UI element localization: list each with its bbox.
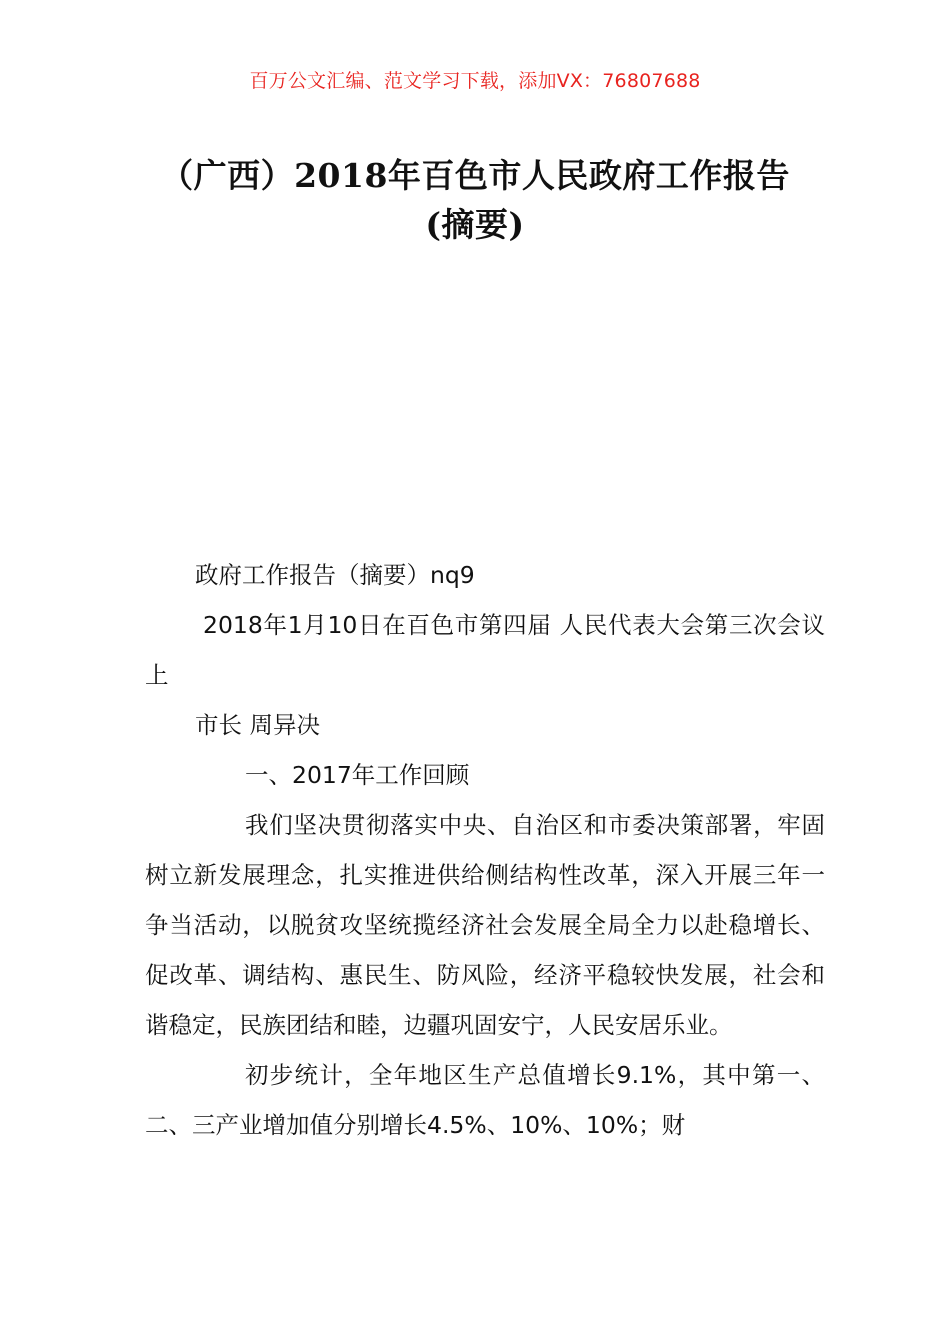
document-subtitle: (摘要) bbox=[425, 205, 525, 244]
paragraph-report-heading: 政府工作报告（摘要）nq9 bbox=[195, 561, 475, 589]
paragraph-body: 我们坚决贯彻落实中央、自治区和市委决策部署，牢固树立新发展理念，扎实推进供给侧结构性改革，深入开展三年一争当活动，以脱贫攻坚统揽经济社会发展全局全力以赴稳增长、促改革、调结构、惠民生、防风险，经济平稳较快发展，社会和谐稳定，民族团结和睦，边疆巩固安宁，人民安居乐业。 bbox=[145, 811, 825, 1039]
paragraph-meeting-info: 2018年1月10日在百色市第四届 人民代表大会第三次会议上 bbox=[145, 611, 825, 689]
document-body bbox=[145, 550, 825, 1150]
paragraph-speaker: 市长 周异决 bbox=[195, 711, 320, 739]
section-heading: 一、2017年工作回顾 bbox=[245, 761, 470, 789]
document-title: （广西）2018年百色市人民政府工作报告 bbox=[160, 156, 790, 195]
paragraph-body: 初步统计，全年地区生产总值增长9.1%，其中第一、二、三产业增加值分别增长4.5%、10%、10%；财 bbox=[145, 1061, 825, 1139]
header-watermark-note: 百万公文汇编、范文学习下载，添加VX：76807688 bbox=[249, 70, 701, 92]
